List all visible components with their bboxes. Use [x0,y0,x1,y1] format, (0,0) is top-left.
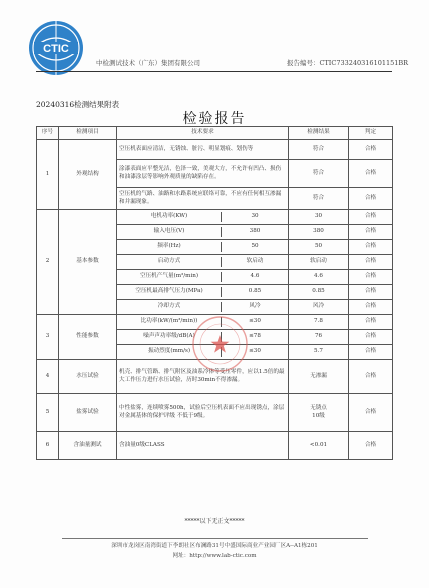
row-item: 外观结构 [59,140,117,210]
row-result: 无锈点 10级 [289,394,349,432]
row-requirement: 中性盐雾，连续喷雾500h，试验后空压机表面不应出现锈点，涂层对金属基体的保护评级 不低于9级。 [117,394,289,432]
row-result: 380 [289,225,349,240]
table-header-row [37,127,393,140]
row-item: 盐雾试验 [59,394,117,432]
row-result: 5.7 [289,345,349,360]
row-judgement: 合格 [349,240,393,255]
row-requirement: 涂漆表面应平整光洁，色泽一致，美观大方，不允许有凹凸、损伤和油漆涂层等影响外观质量的缺陷存在。 [117,160,289,188]
row-judgement: 合格 [349,394,393,432]
row-item: 含油量测试 [59,432,117,460]
logo-text: CTIC [43,43,69,55]
footer-website: 网址：http://www.lab-ctic.com [172,553,257,559]
row-result: 76 [289,330,349,345]
row-judgement: 合格 [349,140,393,160]
row-judgement: 合格 [349,300,393,315]
row-judgement: 合格 [349,360,393,394]
row-result: <0.01 [289,432,349,460]
row-item: 水压试验 [59,360,117,394]
col-header-item: 检测项目 [59,127,117,140]
end-of-text-marker: *****以下无正文***** [184,518,245,525]
row-result: 无渗漏 [289,360,349,394]
header-divider [36,71,392,72]
param-name: 空压机最高排气压力(MPa) [117,287,222,297]
row-judgement: 合格 [349,270,393,285]
row-judgement: 合格 [349,210,393,225]
row-result: 符合 [289,188,349,210]
param-name: 噪声声功率级/dB(A) [117,332,222,342]
row-judgement: 合格 [349,432,393,460]
param-spec: ≤78 [249,333,261,340]
row-result: 符合 [289,160,349,188]
param-name: 电机功率(KW) [117,212,222,222]
row-judgement: 合格 [349,188,393,210]
row-no: 4 [37,360,59,394]
footer-address: 深圳市龙岗区南湾街道下李朗社区布澜路31号中盛国际商业产业园厂区A--A1栋201 [111,543,318,549]
row-requirement: 空压机的气路、油路和水路系统应联络可靠，不应有任何相互渗漏和并漏现象。 [117,188,289,210]
row-judgement: 合格 [349,225,393,240]
row-no: 3 [37,315,59,360]
report-number: 报告编号：CTIC733240316101151BR [287,59,409,67]
param-name: 启动方式 [117,257,222,267]
param-name: 输入电压(V) [117,227,222,237]
row-item: 基本参数 [59,210,117,315]
table-row [37,394,393,432]
param-name: 冷却方式 [117,302,222,312]
table-row [37,432,393,460]
row-item: 性能参数 [59,315,117,360]
table-row [37,315,393,330]
row-requirement: 空压机表面应清洁，无锈蚀、脏污、明显划痕、划伤等 [117,140,289,160]
row-requirement: 含油量0级CLASS [117,432,289,460]
row-judgement: 合格 [349,330,393,345]
footer-divider [62,538,368,539]
report-title: 检验报告 [182,111,247,127]
param-spec: 30 [251,213,259,220]
row-no: 2 [37,210,59,315]
param-name: 比功率(kW/(m³/min)) [117,317,222,327]
inspection-table [36,126,393,460]
param-name: 频率(Hz) [117,242,222,252]
param-spec: 软启动 [246,258,264,265]
row-result: 30 [289,210,349,225]
param-spec: 0.85 [248,288,262,295]
row-requirement: 机壳、排气管路、排气附区及油系冷体等受压零件，应以1.5倍的最大工作压力进行水压试验，历时30min不得渗漏。 [117,360,289,394]
param-spec: ≤30 [249,318,261,325]
col-header-judgement: 判定 [349,127,393,140]
table-row [37,140,393,160]
row-result: 符合 [289,140,349,160]
row-result: 7.8 [289,315,349,330]
row-no: 1 [37,140,59,210]
param-spec: 风冷 [249,303,261,310]
col-header-requirement: 技术要求 [117,127,289,140]
row-judgement: 合格 [349,255,393,270]
row-no: 6 [37,432,59,460]
param-spec: ≤30 [249,348,261,355]
row-result: 4.6 [289,270,349,285]
table-row [37,210,393,225]
company-name: 中检测试技术（广东）集团有限公司 [96,59,200,67]
row-no: 5 [37,394,59,432]
col-header-result: 检测结果 [289,127,349,140]
row-judgement: 合格 [349,315,393,330]
col-header-no: 序号 [37,127,59,140]
row-judgement: 合格 [349,285,393,300]
param-name: 振动烈度(mm/s) [117,347,222,357]
row-result: 风冷 [289,300,349,315]
param-name: 空压机产气量(m³/min) [117,272,222,282]
table-row [37,360,393,394]
param-spec: 4.6 [250,273,260,280]
param-spec: 50 [251,243,259,250]
row-judgement: 合格 [349,345,393,360]
param-spec: 380 [249,228,261,235]
attachment-title: 20240316检测结果附表 [36,100,120,109]
row-result: 软启动 [289,255,349,270]
row-result: 0.85 [289,285,349,300]
row-judgement: 合格 [349,160,393,188]
row-result: 50 [289,240,349,255]
